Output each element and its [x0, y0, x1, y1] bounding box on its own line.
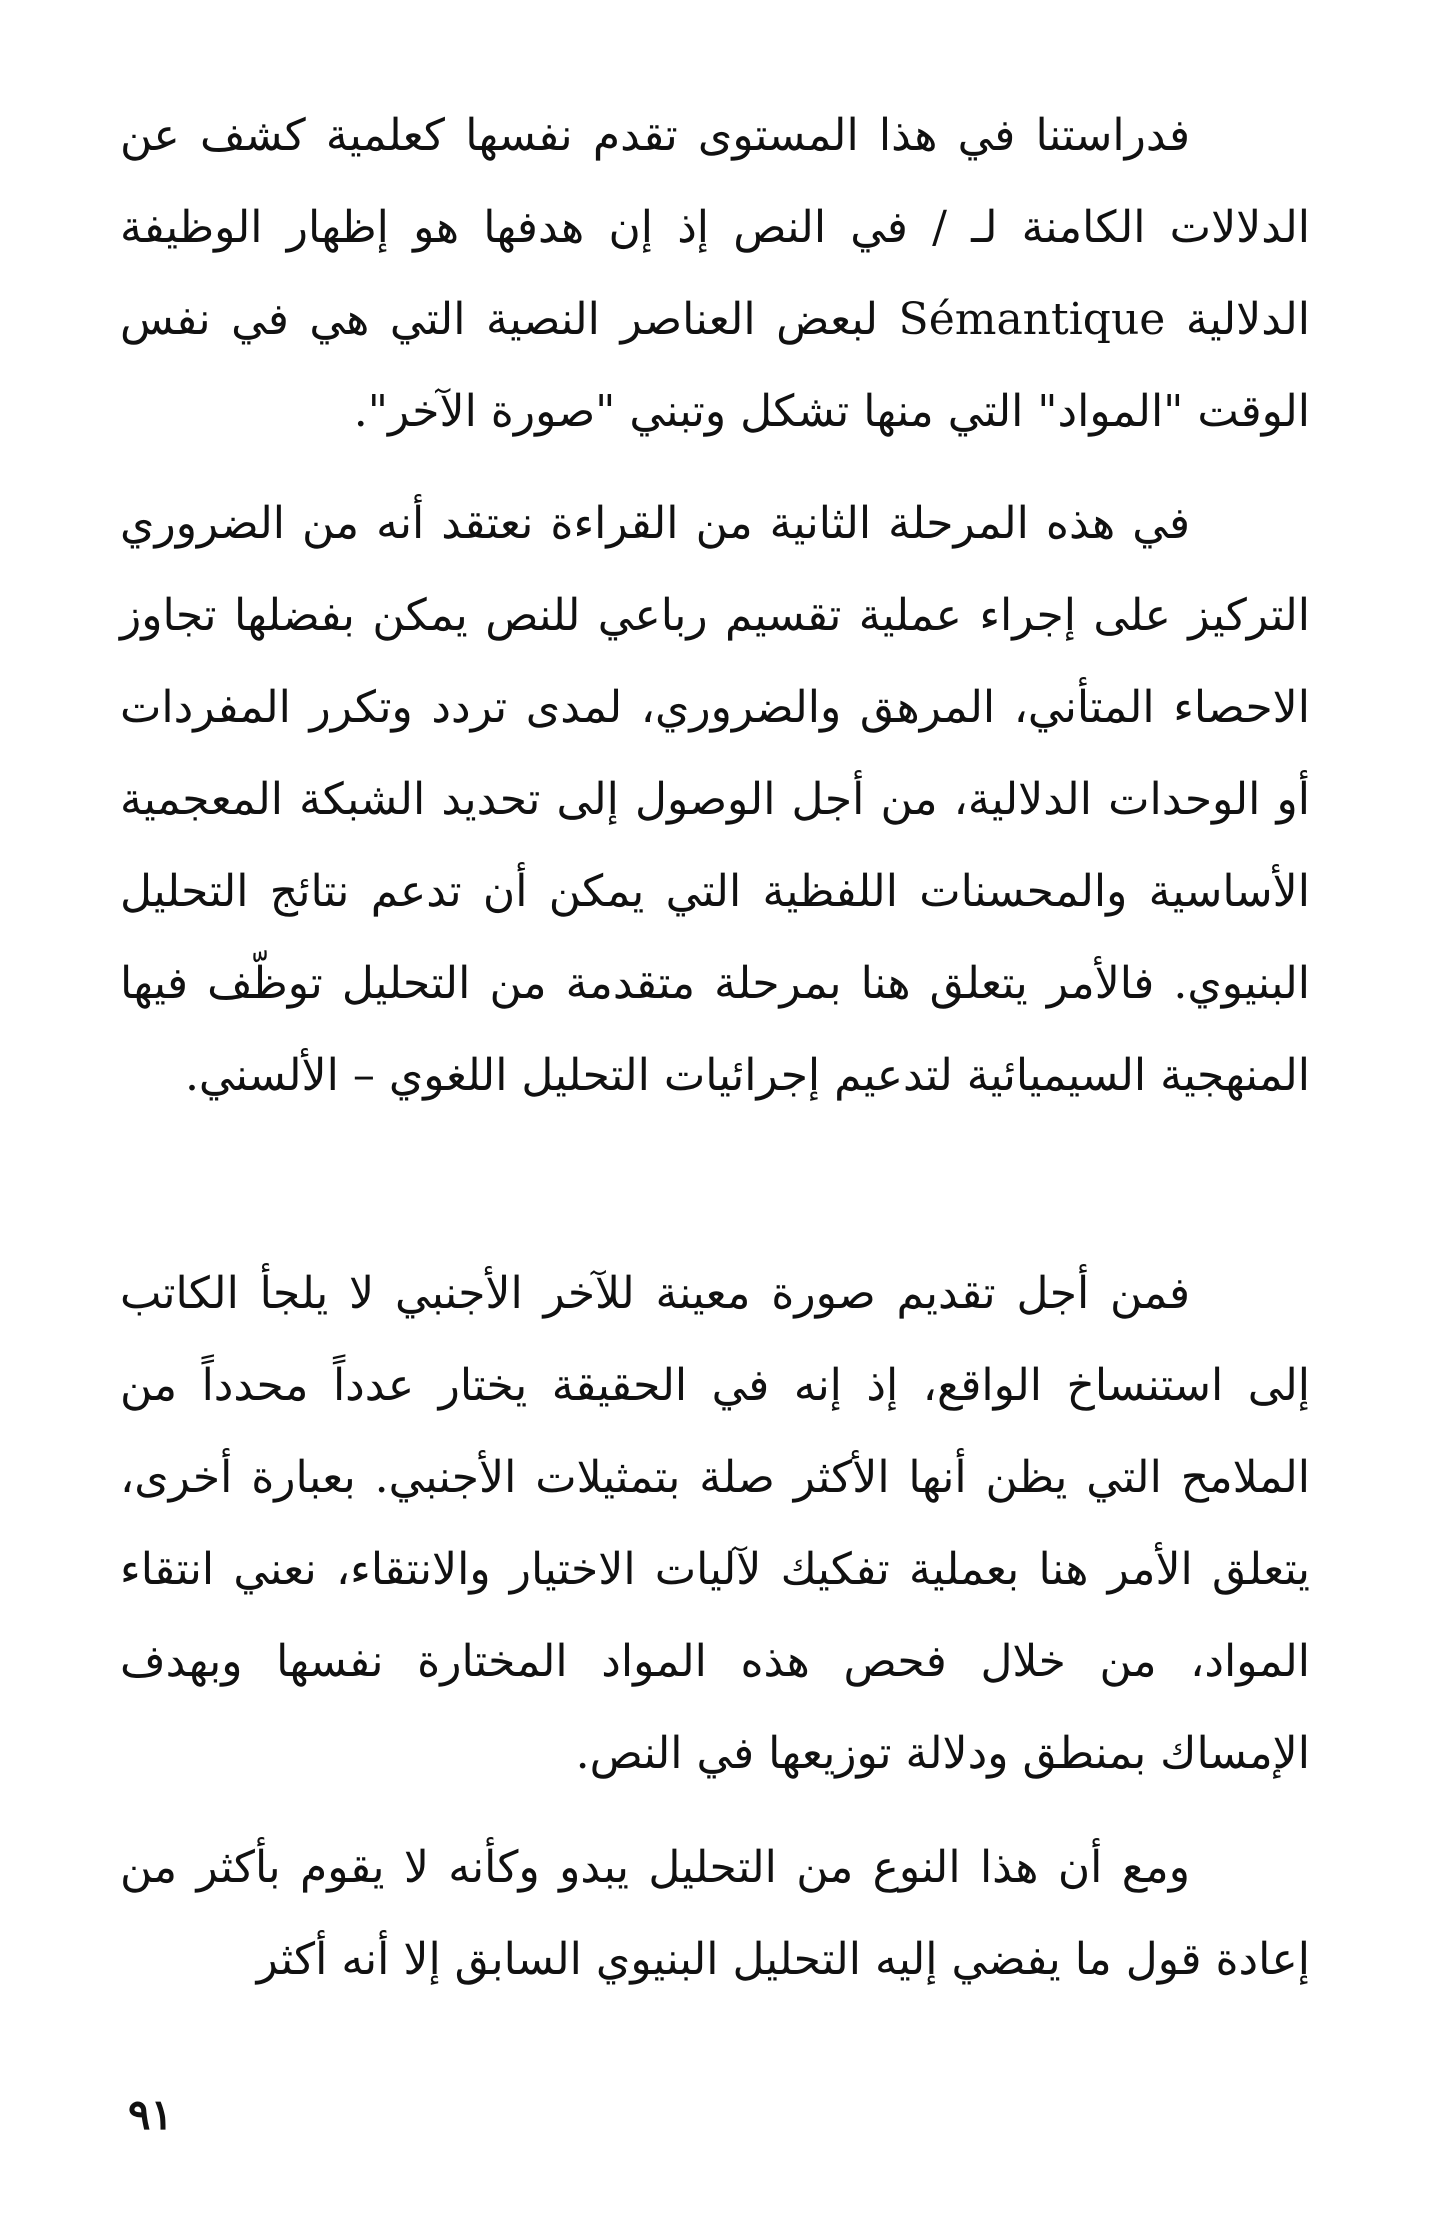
page-number: ٩١ [128, 2090, 174, 2139]
paragraph-1: فدراستنا في هذا المستوى تقدم نفسها كعلمية كشف عن الدلالات الكامنة لـ / في النص إذ إن هدفها هو إظهار الوظيفة الدلالية Sémantique لبعض العناصر النصية التي هي في نفس الوقت "المواد" التي منها تشكل وتبني "صورة الآخر". [120, 110, 1310, 437]
paragraph-3: فمن أجل تقديم صورة معينة للآخر الأجنبي لا يلجأ الكاتب إلى استنساخ الواقع، إذ إنه في الحقيقة يختار عدداً محدداً من الملامح التي يظن أنها الأكثر صلة بتمثيلات الأجنبي. بعبارة أخرى، يتعلق الأمر هنا بعملية تفكيك لآليات الاختيار والانتقاء، نعني انتقاء المواد، من خلال فحص هذه المواد المختارة نفسها وبهدف الإمساك بمنطق ودلالة توزيعها في النص. [120, 1268, 1310, 1779]
paragraph-2: في هذه المرحلة الثانية من القراءة نعتقد أنه من الضروري التركيز على إجراء عملية تقسيم رباعي للنص يمكن بفضلها تجاوز الاحصاء المتأني، المرهق والضروري، لمدى تردد وتكرر المفردات أو الوحدات الدلالية، من أجل الوصول إلى تحديد الشبكة المعجمية الأساسية والمحسنات اللفظية التي يمكن أن تدعم نتائج التحليل البنيوي. فالأمر يتعلق هنا بمرحلة متقدمة من التحليل توظّف فيها المنهجية السيميائية لتدعيم إجرائيات التحليل اللغوي – الألسني. [120, 498, 1310, 1101]
paragraph-4: ومع أن هذا النوع من التحليل يبدو وكأنه لا يقوم بأكثر من إعادة قول ما يفضي إليه التحليل البنيوي السابق إلا أنه أكثر [120, 1842, 1310, 1985]
